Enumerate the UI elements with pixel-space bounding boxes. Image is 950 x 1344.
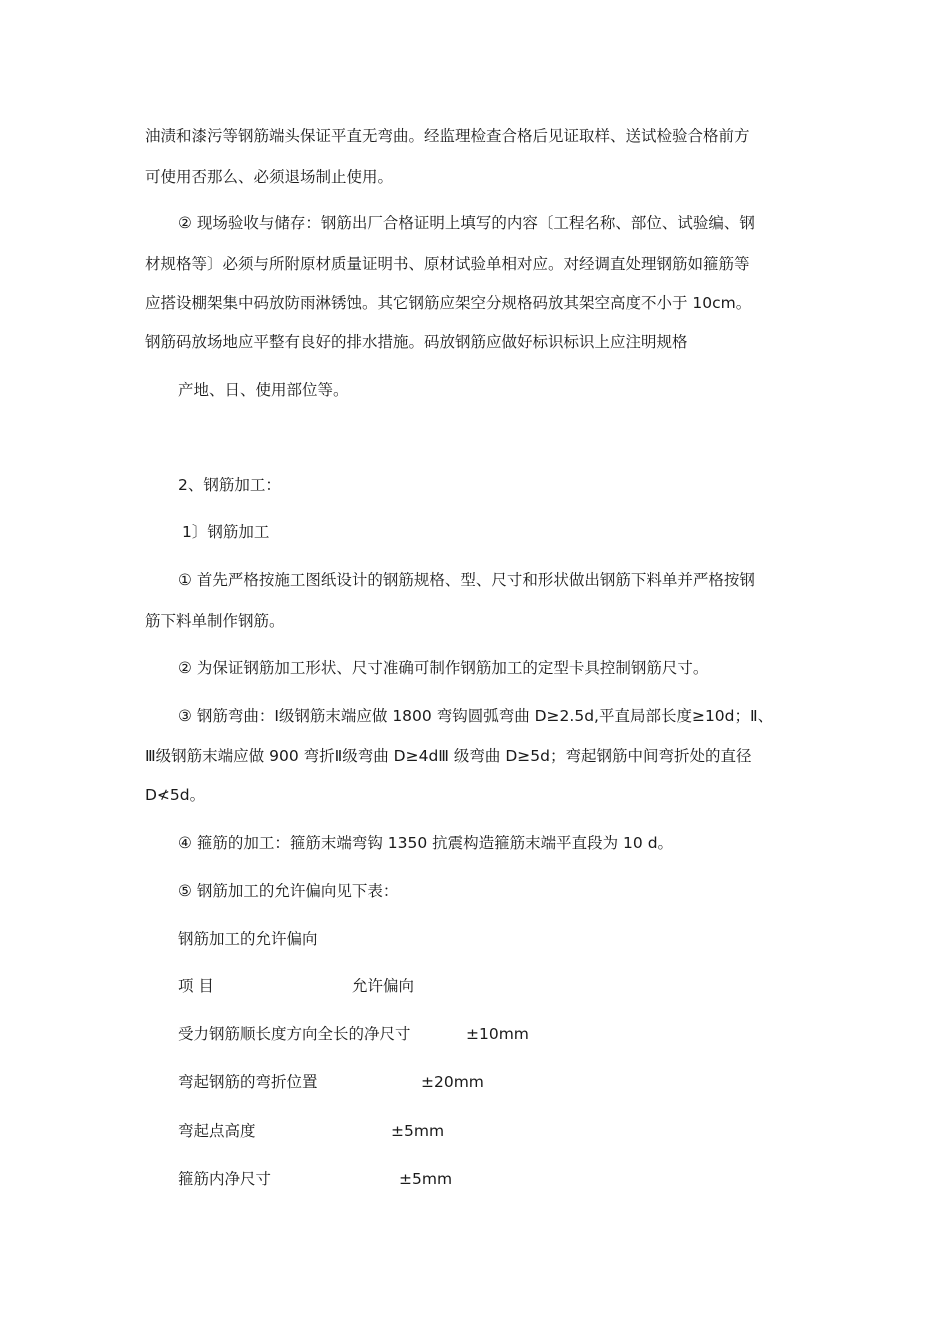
paragraph-line: 产地、日、使用部位等。 bbox=[178, 381, 349, 399]
table-cell-item: 箍筋内净尺寸 bbox=[178, 1170, 272, 1188]
table-header-row bbox=[178, 975, 738, 997]
paragraph-line: D≮5d。 bbox=[145, 786, 206, 804]
paragraph-line: Ⅲ级钢筋末端应做 900 弯折Ⅱ级弯曲 D≥4dⅢ 级弯曲 D≥5d；弯起钢筋中间弯折处的直径 bbox=[145, 747, 752, 765]
table-row bbox=[178, 1023, 738, 1045]
paragraph-line: 筋下料单制作钢筋。 bbox=[145, 612, 285, 630]
table-cell-deviation: ±5mm bbox=[399, 1170, 453, 1188]
table-header-item: 项 目 bbox=[178, 977, 214, 995]
table-row bbox=[178, 1120, 738, 1142]
paragraph-line: ② 为保证钢筋加工形状、尺寸准确可制作钢筋加工的定型卡具控制钢筋尺寸。 bbox=[178, 659, 709, 677]
paragraph-line: 可使用否那么、必须退场制止使用。 bbox=[145, 168, 394, 186]
table-cell-deviation: ±10mm bbox=[466, 1025, 529, 1043]
section-heading: 2、钢筋加工： bbox=[178, 476, 281, 494]
table-cell-item: 弯起点高度 bbox=[178, 1122, 256, 1140]
paragraph-line: ① 首先严格按施工图纸设计的钢筋规格、型、尺寸和形状做出钢筋下料单并严格按钢 bbox=[178, 571, 755, 589]
table-cell-item: 弯起钢筋的弯折位置 bbox=[178, 1073, 318, 1091]
table-header-deviation: 允许偏向 bbox=[352, 977, 415, 995]
paragraph-line: ④ 箍筋的加工：箍筋末端弯钩 1350 抗震构造箍筋末端平直段为 10 d。 bbox=[178, 834, 674, 852]
table-row bbox=[178, 1071, 738, 1093]
paragraph-line: 材规格等〕必须与所附原材质量证明书、原材试验单相对应。对经调直处理钢筋如箍筋等 bbox=[145, 255, 750, 273]
paragraph-line: ② 现场验收与储存：钢筋出厂合格证明上填写的内容〔工程名称、部位、试验编、钢 bbox=[178, 214, 755, 232]
paragraph-line: ⑤ 钢筋加工的允许偏向见下表： bbox=[178, 882, 399, 900]
paragraph-line: 应搭设棚架集中码放防雨淋锈蚀。其它钢筋应架空分规格码放其架空高度不小于 10cm。 bbox=[145, 294, 752, 312]
paragraph-line: 油渍和漆污等钢筋端头保证平直无弯曲。经监理检查合格后见证取样、送试检验合格前方 bbox=[145, 127, 750, 145]
table-cell-deviation: ±5mm bbox=[391, 1122, 445, 1140]
table-cell-deviation: ±20mm bbox=[421, 1073, 484, 1091]
table-row bbox=[178, 1168, 738, 1190]
paragraph-line: ③ 钢筋弯曲：Ⅰ级钢筋末端应做 1800 弯钩圆弧弯曲 D≥2.5d,平直局部长度≥10d；Ⅱ、 bbox=[178, 707, 774, 725]
paragraph-line: 钢筋码放场地应平整有良好的排水措施。码放钢筋应做好标识标识上应注明规格 bbox=[145, 333, 688, 351]
table-caption: 钢筋加工的允许偏向 bbox=[178, 930, 318, 948]
subsection-heading: 1〕钢筋加工 bbox=[182, 523, 270, 541]
table-cell-item: 受力钢筋顺长度方向全长的净尺寸 bbox=[178, 1025, 411, 1043]
